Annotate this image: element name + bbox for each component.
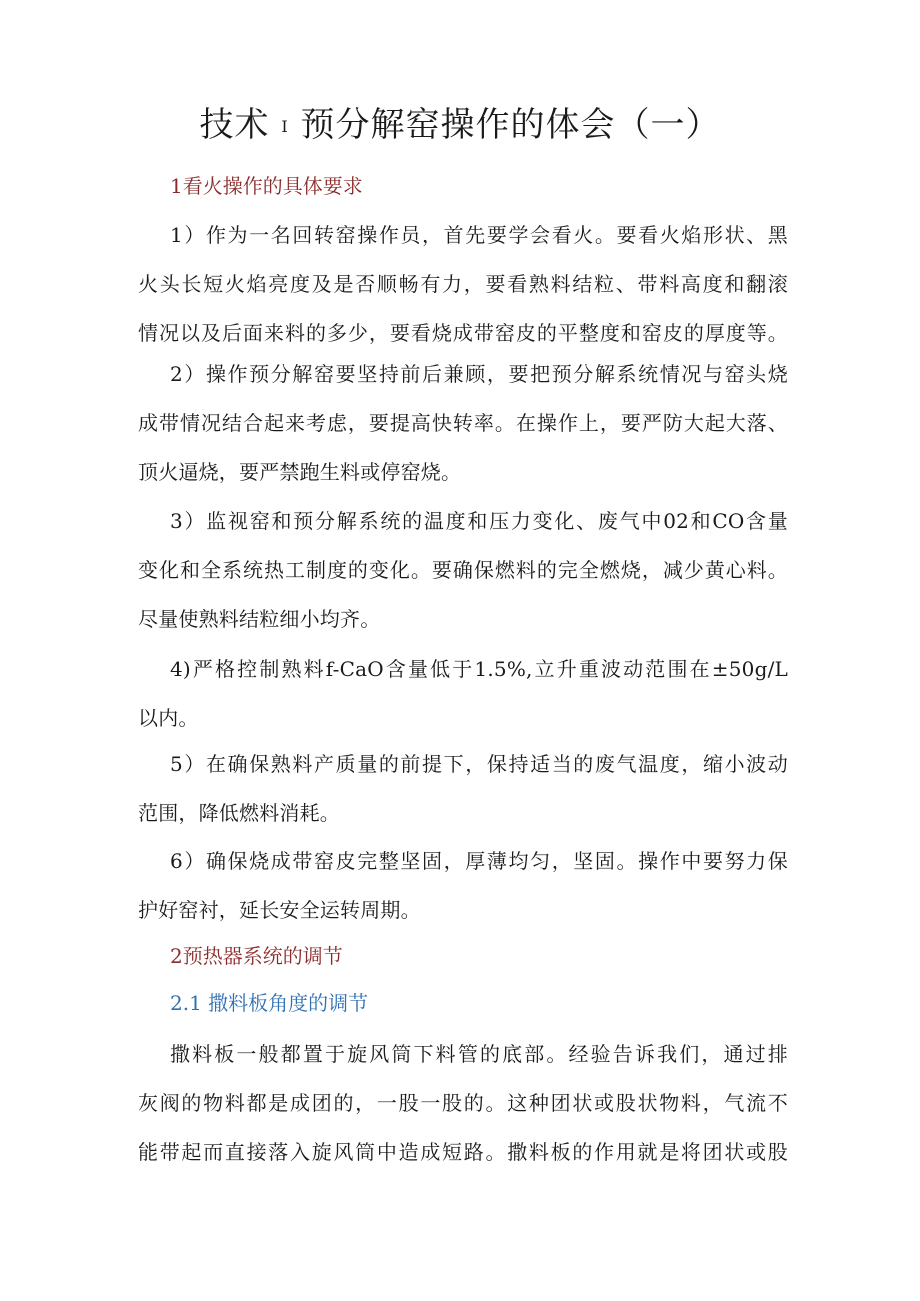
paragraph-line: 护好窑衬，延长安全运转周期。	[138, 898, 421, 922]
paragraph-line: 6）确保烧成带窑皮完整坚固，厚薄均匀，坚固。操作中要努力保	[170, 849, 788, 873]
paragraph-line: 3）监视窑和预分解系统的温度和压力变化、废气中02和CO含量	[170, 509, 788, 533]
paragraph-line: 能带起而直接落入旋风筒中造成短路。撒料板的作用就是将团状或股	[138, 1140, 788, 1164]
paragraph-line: 灰阀的物料都是成团的，一股一股的。这种团状或股状物料，气流不	[138, 1091, 788, 1115]
paragraph-line: 2）操作预分解窑要坚持前后兼顾，要把预分解系统情况与窑头烧	[170, 362, 788, 386]
paragraph-line: 火头长短火焰亮度及是否顺畅有力，要看熟料结粒、带料高度和翻滚	[138, 272, 788, 296]
page-title	[0, 100, 920, 152]
paragraph-6	[138, 837, 788, 935]
paragraph-line: 1）作为一名回转窑操作员，首先要学会看火。要看火焰形状、黑	[170, 223, 788, 247]
paragraph-line: 5）在确保熟料产质量的前提下，保持适当的废气温度，缩小波动	[170, 752, 788, 776]
section-2-heading: 2预热器系统的调节	[170, 944, 343, 968]
paragraph-line: 顶火逼烧，要严禁跑生料或停窑烧。	[138, 460, 462, 484]
paragraph-line: 范围，降低燃料消耗。	[138, 801, 340, 825]
paragraph-5	[138, 740, 788, 838]
paragraph-line: 成带情况结合起来考虑，要提高快转率。在操作上，要严防大起大落、	[138, 411, 788, 435]
paragraph-7	[138, 1030, 788, 1177]
paragraph-3	[138, 497, 788, 644]
section-1-heading: 1看火操作的具体要求	[170, 174, 363, 198]
title-part-2: I	[281, 117, 289, 136]
section-2-1-subheading: 2.1 撒料板角度的调节	[170, 991, 369, 1015]
paragraph-line: 尽量使熟料结粒细小均齐。	[138, 607, 381, 631]
title-part-1: 技术	[199, 105, 270, 145]
paragraph-line: 撒料板一般都置于旋风筒下料管的底部。经验告诉我们，通过排	[170, 1042, 788, 1066]
title-part-3: 预分解窑操作的体会（一）	[300, 105, 721, 145]
paragraph-line: 情况以及后面来料的多少，要看烧成带窑皮的平整度和窑皮的厚度等。	[138, 321, 788, 345]
paragraph-line: 以内。	[138, 706, 199, 730]
paragraph-2	[138, 350, 788, 497]
paragraph-1	[138, 211, 788, 358]
paragraph-line: 变化和全系统热工制度的变化。要确保燃料的完全燃烧，减少黄心料。	[138, 558, 788, 582]
paragraph-line: 4)严格控制熟料f-CaO含量低于1.5%,立升重波动范围在±50g/L	[170, 657, 788, 681]
paragraph-4	[138, 645, 788, 743]
